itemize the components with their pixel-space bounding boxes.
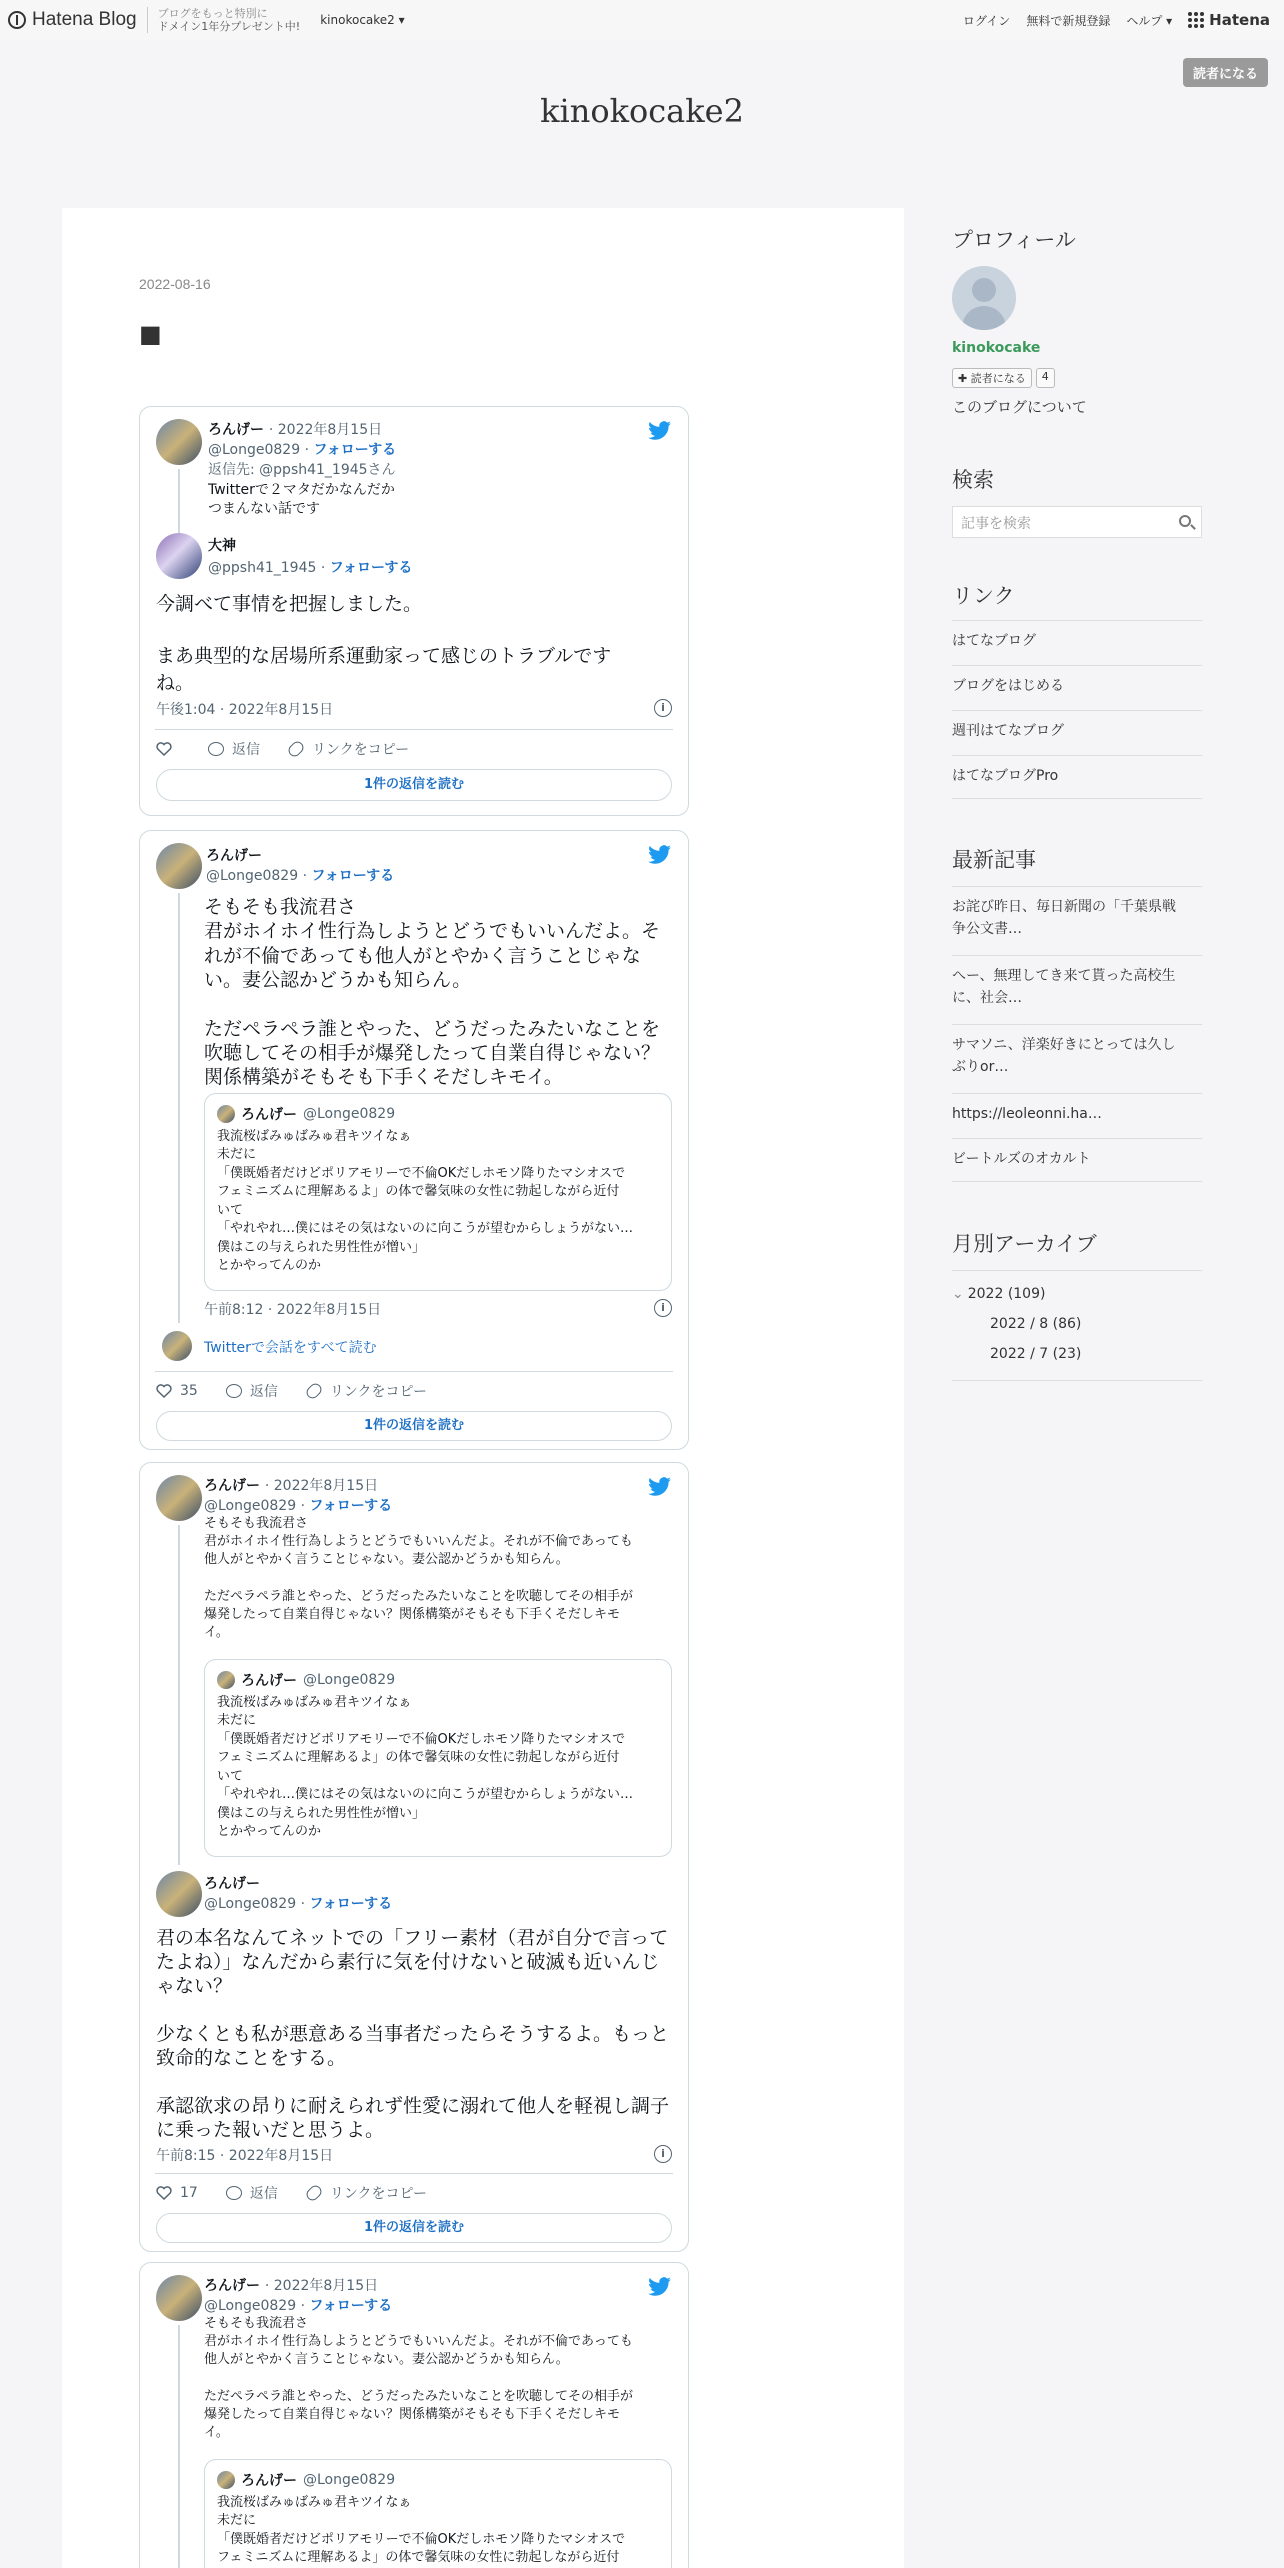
- thread-line: [178, 1525, 180, 1865]
- avatar[interactable]: [156, 1871, 202, 1917]
- tweet-date[interactable]: · 2022年8月15日: [268, 422, 383, 438]
- avatar[interactable]: [156, 2275, 202, 2321]
- links-heading: リンク: [952, 584, 1015, 608]
- quote-handle: @Longe0829: [303, 1672, 396, 1688]
- tweet-text: そもそも我流君さ 君がホイホイ性行為しようとどうでもいいんだよ。それが不倫であっても 他人がとやかく言うことじゃない。妻公認かどうかも知らん。 ただペラペラ誰とやった、どうだったみたいなことを吹聴してその相手が 爆発したって自業自得じゃない？関係構築がそもそも下手くそだしキモ イ。: [204, 1516, 634, 1641]
- tweet-timestamp[interactable]: 午前8:15 · 2022年8月15日: [156, 2148, 334, 2164]
- link-item[interactable]: ブログをはじめる: [952, 665, 1202, 708]
- quoted-tweet[interactable]: [204, 1659, 672, 1857]
- twitter-bird-icon[interactable]: [648, 421, 672, 441]
- quoted-tweet[interactable]: [204, 1093, 672, 1291]
- info-icon[interactable]: i: [654, 2145, 672, 2163]
- author-name[interactable]: ろんげー · 2022年8月15日: [208, 422, 383, 438]
- recent-entry[interactable]: ビートルズのオカルト: [952, 1138, 1202, 1182]
- link-icon: [304, 1381, 324, 1401]
- reply-button[interactable]: 返信: [226, 1381, 278, 1401]
- avatar[interactable]: [156, 533, 202, 579]
- tweet-text: そもそも我流君さ 君がホイホイ性行為しようとどうでもいいんだよ。そ れが不倫であっても他人がとやかく言うことじゃな い。妻公認かどうかも知らん。 ただペラペラ誰とやった、どうだったみたいなことを 吹聴してその相手が爆発したって自業自得じゃない？ 関係構築がそもそも下手くそだしキモイ。: [204, 896, 661, 1089]
- profile-heading: プロフィール: [952, 228, 1076, 252]
- divider: [952, 1270, 1202, 1271]
- author-handle[interactable]: @Longe0829 · フォローする: [204, 1896, 393, 1912]
- author-name[interactable]: ろんげー · 2022年8月15日: [204, 1478, 379, 1494]
- like-button[interactable]: [156, 2185, 198, 2201]
- search-heading: 検索: [952, 468, 994, 492]
- divider: [952, 1380, 1202, 1381]
- like-button[interactable]: [156, 742, 180, 756]
- tweet-date[interactable]: · 2022年8月15日: [264, 2278, 379, 2294]
- archive-heading: 月別アーカイブ: [952, 1232, 1097, 1256]
- archive-year[interactable]: ⌄ 2022 (109): [952, 1286, 1046, 1302]
- author-name[interactable]: ろんげー: [204, 1876, 260, 1892]
- info-icon[interactable]: i: [654, 1299, 672, 1317]
- copy-link-button[interactable]: リンクをコピー: [288, 739, 409, 759]
- quote-text: 我流桜ばみゅばみゅ君キツイなぁ 未だに 「僕既婚者だけどポリアモリーで不倫OKだしホモソ降りたマシオスで フェミニズムに理解あるよ」の体で馨気味の女性に勃起しながら近付: [217, 2495, 626, 2566]
- divider: [155, 2173, 673, 2174]
- author-name[interactable]: ろんげー · 2022年8月15日: [204, 2278, 379, 2294]
- link-item[interactable]: はてなブログ: [952, 620, 1202, 663]
- author-handle[interactable]: @ppsh41_1945 · フォローする: [208, 560, 413, 576]
- tweet-text: Twitterで２マタだかなんだか つまんない話です: [208, 482, 395, 518]
- archive-month[interactable]: 2022 / 7 (23): [990, 1346, 1082, 1362]
- follow-link[interactable]: フォローする: [329, 560, 413, 576]
- link-icon: [286, 739, 306, 759]
- reply-icon: [208, 742, 224, 756]
- twitter-bird-icon[interactable]: [648, 1477, 672, 1497]
- recent-entry[interactable]: お詫び昨日、毎日新聞の「千葉県戦 争公文書…: [952, 886, 1202, 950]
- tweet-text: 今調べて事情を把握しました。 まあ典型的な居場所系運動家って感じのトラブルです ね。: [156, 593, 612, 694]
- heart-icon: [156, 2186, 172, 2200]
- subscribe-button[interactable]: 読者になる: [1183, 58, 1268, 87]
- follow-link[interactable]: フォローする: [309, 1896, 393, 1912]
- promo-line2: ドメイン1年分プレゼント中!: [157, 20, 301, 33]
- author-handle[interactable]: @Longe0829 · フォローする: [208, 442, 397, 458]
- promo-line1: ブログをもっと特別に: [157, 7, 268, 20]
- quote-author: ろんげー: [241, 2473, 297, 2489]
- chevron-down-icon[interactable]: ⌄: [952, 1286, 964, 1302]
- info-icon[interactable]: i: [654, 699, 672, 717]
- quote-text: 我流桜ばみゅばみゅ君キツイなぁ 未だに 「僕既婚者だけどポリアモリーで不倫OKだしホモソ降りたマシオスで フェミニズムに理解あるよ」の体で馨気味の女性に勃起しながら近付 いて 「やれやれ…僕にはその気はないのに向こうが望むからしょうがない… 僕はこの与えられた男性性が憎い」 とかやってんのか: [217, 1129, 634, 1274]
- quote-author: ろんげー: [241, 1673, 297, 1689]
- search-icon[interactable]: [1179, 515, 1191, 527]
- copy-link-button[interactable]: リンクをコピー: [306, 1381, 427, 1401]
- avatar[interactable]: [156, 419, 202, 465]
- avatar: [217, 1671, 235, 1689]
- author-name[interactable]: ろんげー: [206, 848, 262, 864]
- recent-entry[interactable]: へー、無理してき来て貰った高校生 に、社会…: [952, 955, 1202, 1019]
- quote-handle: @Longe0829: [303, 1106, 396, 1122]
- search-placeholder: 記事を検索: [961, 516, 1031, 532]
- tweet-text: 君の本名なんてネットでの「フリー素材（君が自分で言って たよね）」なんだから素行に気を付けないと破滅も近いんじ ゃない？ 少なくとも私が悪意ある当事者だったらそうするよ。もっと 致命的なことをする。 承認欲求の昂りに耐えられず性愛に溺れて他人を軽視し調子 に乗った報いだと思うよ。: [156, 1927, 670, 2141]
- recent-entry[interactable]: https://leoleonni.ha…: [952, 1093, 1202, 1136]
- like-button[interactable]: [156, 1383, 198, 1399]
- reply-button[interactable]: 返信: [208, 739, 260, 759]
- subscriber-count[interactable]: 4: [1036, 368, 1055, 388]
- quote-text: 我流桜ばみゅばみゅ君キツイなぁ 未だに 「僕既婚者だけどポリアモリーで不倫OKだしホモソ降りたマシオスで フェミニズムに理解あるよ」の体で馨気味の女性に勃起しながら近付 いて 「やれやれ…僕にはその気はないのに向こうが望むからしょうがない… 僕はこの与えられた男性性が憎い」 とかやってんのか: [217, 1695, 634, 1840]
- divider: [155, 729, 673, 730]
- embedded-tweet[interactable]: [139, 1462, 689, 2252]
- read-conversation-link[interactable]: Twitterで会話をすべて読む: [204, 1340, 377, 1356]
- tweet-timestamp[interactable]: 午前8:12 · 2022年8月15日: [204, 1302, 382, 1318]
- avatar[interactable]: [156, 843, 202, 889]
- entry-title[interactable]: ■: [139, 320, 162, 348]
- hatena-blog-logo[interactable]: [8, 9, 137, 31]
- embedded-tweet[interactable]: [139, 2262, 689, 2568]
- quoted-tweet[interactable]: [204, 2459, 672, 2568]
- avatar[interactable]: [162, 1331, 192, 1361]
- blog-selector[interactable]: kinokocake2 ▾: [320, 13, 405, 27]
- tweet-date[interactable]: · 2022年8月15日: [264, 1478, 379, 1494]
- logo-text: Hatena Blog: [32, 9, 137, 30]
- follow-link[interactable]: フォローする: [309, 1498, 393, 1514]
- reply-button[interactable]: 返信: [226, 2183, 278, 2203]
- read-replies-button[interactable]: 1件の返信を読む: [156, 1411, 672, 1441]
- subscribe-small-button[interactable]: ✚ 読者になる: [952, 368, 1032, 388]
- link-item[interactable]: 週刊はてなブログ: [952, 710, 1202, 753]
- divider: [155, 1371, 673, 1372]
- help-menu[interactable]: ヘルプ ▾: [1126, 13, 1173, 28]
- read-replies-button[interactable]: 1件の返信を読む: [156, 2213, 672, 2243]
- quote-author: ろんげー: [241, 1107, 297, 1123]
- promo-banner[interactable]: [147, 7, 301, 33]
- thread-line: [178, 2325, 180, 2568]
- twitter-bird-icon[interactable]: [648, 845, 672, 865]
- link-item[interactable]: はてなブログPro: [952, 755, 1202, 799]
- like-count: 17: [180, 2185, 198, 2201]
- tweet-timestamp[interactable]: 午後1:04 · 2022年8月15日: [156, 702, 334, 718]
- thread-line: [178, 893, 180, 1323]
- avatar[interactable]: [156, 1475, 202, 1521]
- hatena-logo-icon: [8, 11, 26, 29]
- read-replies-button[interactable]: 1件の返信を読む: [156, 769, 672, 801]
- profile-avatar[interactable]: [952, 266, 1016, 330]
- follow-link[interactable]: フォローする: [309, 2298, 393, 2314]
- main-article: [62, 208, 904, 2568]
- hatena-menu[interactable]: [1188, 11, 1270, 29]
- archive-month[interactable]: 2022 / 8 (86): [990, 1316, 1082, 1332]
- hatena-dots-icon: [1188, 12, 1204, 28]
- follow-link[interactable]: フォローする: [313, 442, 397, 458]
- recent-heading: 最新記事: [952, 848, 1036, 872]
- embedded-tweet[interactable]: [139, 406, 689, 816]
- search-input[interactable]: [952, 506, 1202, 538]
- heart-icon: [156, 1384, 172, 1398]
- blog-title[interactable]: kinokocake2: [540, 92, 744, 130]
- like-count: 35: [180, 1383, 198, 1399]
- quote-handle: @Longe0829: [303, 2472, 396, 2488]
- recent-entry[interactable]: サマソニ、洋楽好きにとっては久し ぶりor…: [952, 1024, 1202, 1088]
- reply-icon: [226, 2186, 242, 2200]
- follow-link[interactable]: フォローする: [311, 868, 395, 884]
- twitter-bird-icon[interactable]: [648, 2277, 672, 2297]
- entry-date[interactable]: 2022-08-16: [139, 276, 211, 292]
- tweet-text: そもそも我流君さ 君がホイホイ性行為しようとどうでもいいんだよ。それが不倫であっても 他人がとやかく言うことじゃない。妻公認かどうかも知らん。 ただペラペラ誰とやった、どうだったみたいなことを吹聴してその相手が 爆発したって自業自得じゃない？関係構築がそもそも下手くそだしキモ イ。: [204, 2316, 634, 2441]
- login-link[interactable]: ログイン: [962, 13, 1011, 28]
- heart-icon: [156, 742, 172, 756]
- avatar: [217, 1105, 235, 1123]
- link-icon: [304, 2183, 324, 2203]
- embedded-tweet[interactable]: [139, 830, 689, 1450]
- hatena-label: Hatena: [1209, 11, 1270, 29]
- reply-icon: [226, 1384, 242, 1398]
- reply-to: 返信先: @ppsh41_1945さん: [208, 462, 396, 478]
- avatar: [217, 2471, 235, 2489]
- author-name[interactable]: 大神: [208, 538, 236, 554]
- signup-link[interactable]: 無料で新規登録: [1026, 13, 1111, 28]
- author-handle[interactable]: @Longe0829 · フォローする: [204, 2298, 393, 2314]
- about-blog-link[interactable]: このブログについて: [952, 398, 1087, 416]
- copy-link-button[interactable]: リンクをコピー: [306, 2183, 427, 2203]
- profile-name[interactable]: kinokocake: [952, 340, 1041, 356]
- author-handle[interactable]: @Longe0829 · フォローする: [206, 868, 395, 884]
- global-header: [0, 0, 1284, 40]
- author-handle[interactable]: @Longe0829 · フォローする: [204, 1498, 393, 1514]
